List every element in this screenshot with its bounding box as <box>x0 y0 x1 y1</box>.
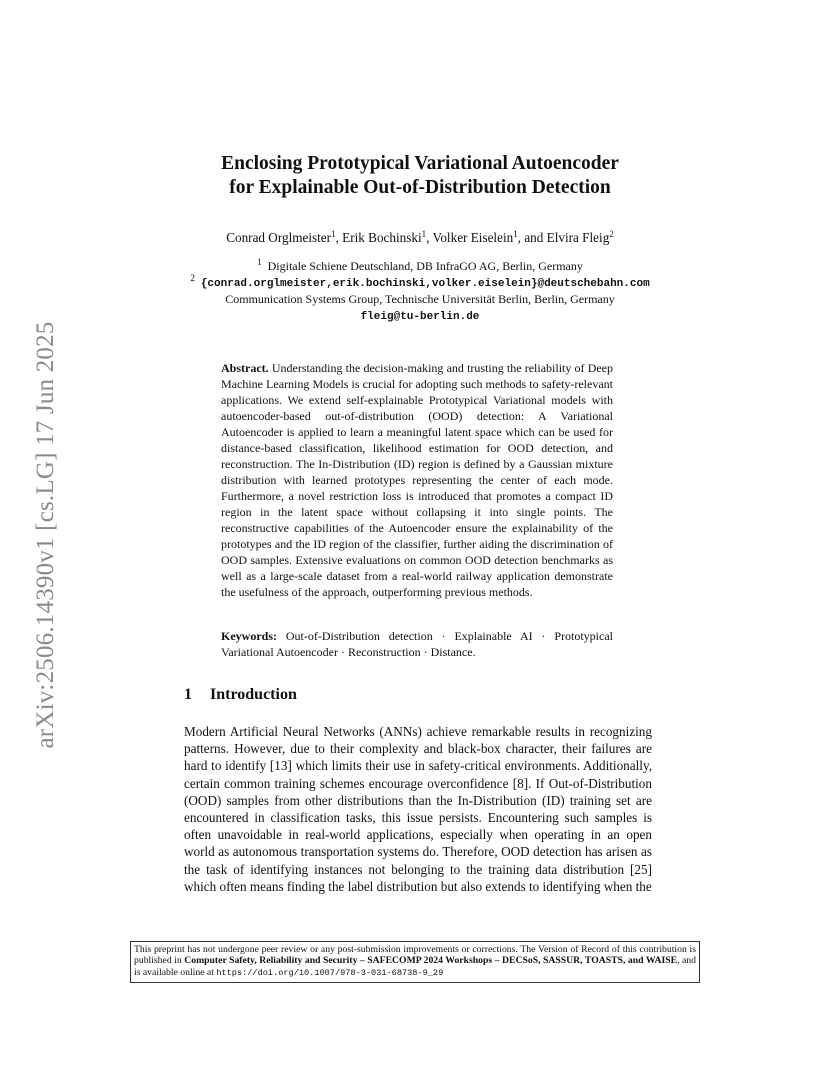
keywords-label: Keywords: <box>221 629 277 643</box>
abstract-text: Understanding the decision-making and trusting the reliability of Deep Machine Learning Models is crucial for adopting such methods to safety-relevant applications. We extend self-explainable Prototypical Variational models with autoencoder-based out-of-distribution (OOD) detection: A Variational Autoencoder is applied to learn a meaningful latent space which can be used for distance-based classification, likelihood estimation for OOD detection, and reconstruction. The In-Distribution (ID) region is defined by a Gaussian mixture distribution with learned prototypes representing the center of each mode. Furthermore, a novel restriction loss is introduced that promotes a compact ID region in the latent space without collapsing it into single points. The reconstructive capabilities of the Autoencoder ensure the explainability of the prototypes and the ID region of the classifier, further aiding the discrimination of OOD samples. Extensive evaluations on common OOD detection benchmarks as well as a large-scale dataset from a real-world railway application demonstrate the usefulness of the approach, outperforming previous methods. <box>221 361 614 599</box>
proceedings-title: Computer Safety, Reliability and Security – SAFECOMP 2024 Workshops – DECSoS, SASSUR, TOASTS, and WAISE <box>184 955 678 967</box>
affiliation-1-text: Digitale Schiene Deutschland, DB InfraGO AG, Berlin, Germany <box>267 259 583 273</box>
preprint-notice-text: This preprint has not undergone peer review or any post-submission improvements or corrections. The Version of Record of this contribution is published in <box>134 944 696 967</box>
affiliation-2-email: fleig@tu-berlin.de <box>360 310 480 323</box>
preprint-notice-text-2: , and is available online at <box>134 955 696 978</box>
author-separator: , and <box>517 230 547 245</box>
section-number: 1 <box>184 686 192 703</box>
author-affiliation-mark: 1 <box>513 229 518 239</box>
abstract <box>221 360 613 600</box>
paper-title-line-2: for Explainable Out-of-Distribution Detection <box>229 177 611 198</box>
preprint-notice <box>130 941 700 983</box>
arxiv-identifier <box>26 300 66 770</box>
affiliation-2: Communication Systems Group, Technische Universität Berlin, Berlin, Germany <box>225 292 615 306</box>
author-name: Elvira Fleig <box>546 230 610 245</box>
author-affiliation-mark: 1 <box>331 229 336 239</box>
paper-title <box>150 152 690 200</box>
section-title: Introduction <box>210 686 297 703</box>
affiliation-2-email-line <box>120 308 720 326</box>
doi-link[interactable]: https://doi.org/10.1007/978-3-031-68738-9_29 <box>216 967 444 978</box>
author-affiliation-mark: 1 <box>421 229 427 239</box>
abstract-label: Abstract. <box>221 361 269 375</box>
author-name: Erik Bochinski <box>342 230 422 245</box>
author-affiliation-mark: 2 <box>609 229 614 239</box>
affiliation-1-emails-line <box>120 272 720 293</box>
affiliation-1 <box>120 259 720 275</box>
affiliation-1-emails: {conrad.orglmeister,erik.bochinski,volker.eiselein}@deutschebahn.com <box>200 277 650 290</box>
introduction-paragraph: Modern Artificial Neural Networks (ANNs) achieve remarkable results in recognizing patterns. However, due to their complexity and black-box character, their failures are hard to identify [13] which limits their use in safety-critical environments. Additionally, certain common training schemes encourage overconfidence [8]. If Out-of-Distribution (OOD) samples from other distributions than the In-Distribution (ID) training set are encountered in classification tasks, this issue persists. Encountering such samples is often unavoidable in real-world applications, especially when operating in an open world as autonomous transportation systems do. Therefore, OOD detection has arisen as the task of identifying instances not belonging to the training data distribution [25] which often means finding the label distribution but also extends to identifying when the <box>184 724 652 894</box>
paper-title-line-1: Enclosing Prototypical Variational Autoencoder <box>221 153 619 174</box>
author-name: Conrad Orglmeister <box>226 230 332 245</box>
arxiv-identifier-text: arXiv:2506.14390v1 [cs.LG] 17 Jun 2025 <box>32 321 59 749</box>
affiliations <box>120 259 720 325</box>
author-name: Volker Eiselein <box>432 230 514 245</box>
author-separator: , <box>426 230 433 245</box>
author-separator: , <box>335 230 343 245</box>
affiliation-mark: 1 <box>257 257 262 267</box>
keywords-text: Out-of-Distribution detection · Explainable AI · Prototypical Variational Autoencoder · Reconstruction · Distance. <box>221 629 614 659</box>
author-list <box>120 229 720 246</box>
keywords <box>221 628 613 660</box>
affiliation-mark: 2 <box>190 272 195 283</box>
section-heading <box>184 686 297 704</box>
